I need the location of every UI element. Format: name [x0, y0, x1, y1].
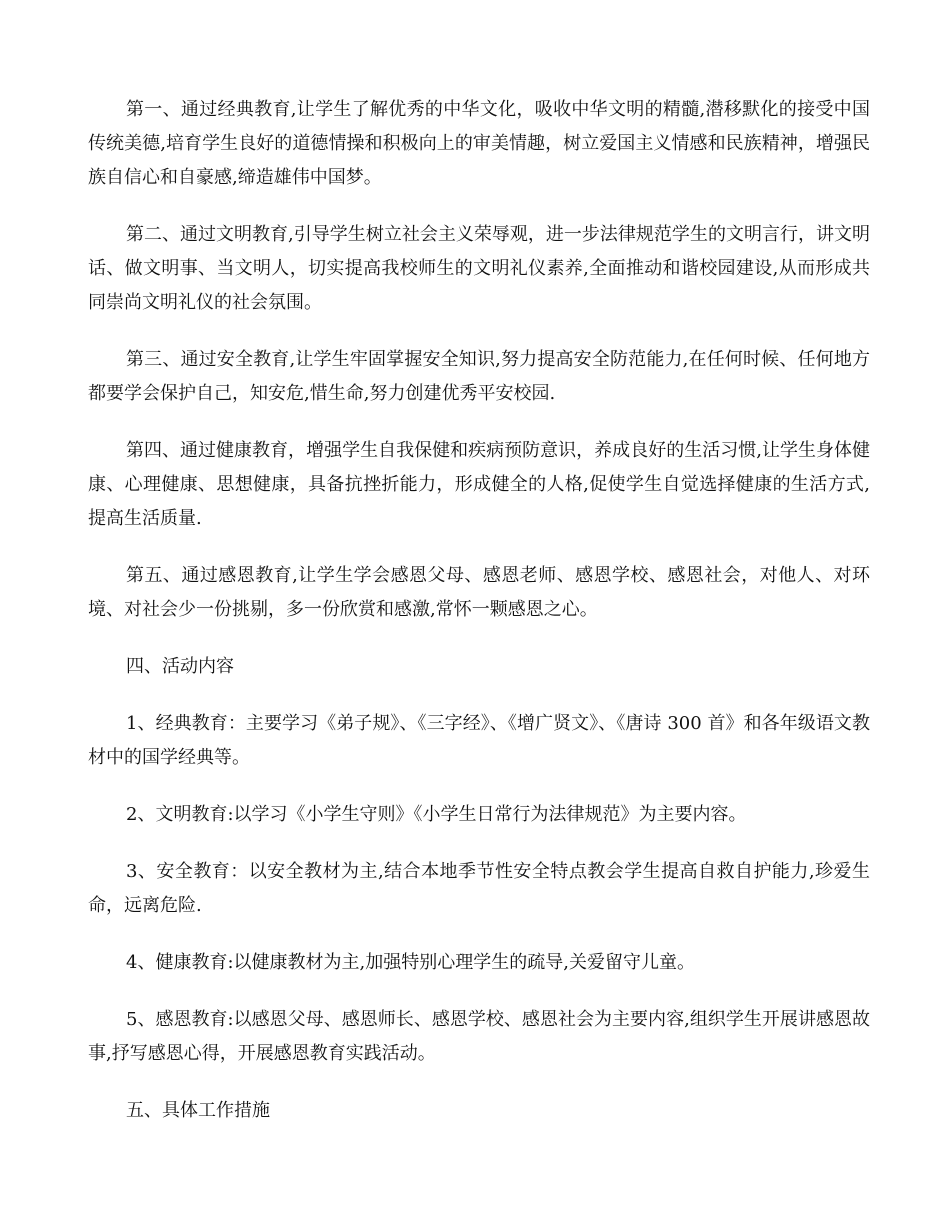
- document-page: [88, 93, 870, 1151]
- list-item-classic-education: 1、经典教育：主要学习《弟子规》、《三字经》、《增广贤文》、《唐诗 300 首》和各年级语文教材中的国学经典等。: [88, 713, 870, 768]
- section-heading-activity-content: 四、活动内容: [126, 656, 234, 677]
- list-item-health-education: 4、健康教育:以健康教材为主,加强特别心理学生的疏导,关爱留守儿童。: [126, 952, 695, 973]
- paragraph-health-education-goal: 第四、通过健康教育，增强学生自我保健和疾病预防意识，养成良好的生活习惯,让学生身体健康、心理健康、思想健康，具备抗挫折能力，形成健全的人格,促使学生自觉选择健康的生活方式,提高生活质量.: [88, 440, 870, 529]
- paragraph-gratitude-education-goal: 第五、通过感恩教育,让学生学会感恩父母、感恩老师、感恩学校、感恩社会，对他人、对环境、对社会少一份挑剔，多一份欣赏和感激,常怀一颗感恩之心。: [88, 565, 870, 620]
- list-item-safety-education: 3、安全教育：以安全教材为主,结合本地季节性安全特点教会学生提高自救自护能力,珍爱生命，远离危险.: [88, 861, 870, 916]
- paragraph-safety-education-goal: 第三、通过安全教育,让学生牢固掌握安全知识,努力提高安全防范能力,在任何时候、任何地方都要学会保护自己，知安危,惜生命,努力创建优秀平安校园.: [88, 349, 870, 404]
- list-item-gratitude-education: 5、感恩教育:以感恩父母、感恩师长、感恩学校、感恩社会为主要内容,组织学生开展讲感恩故事,抒写感恩心得，开展感恩教育实践活动。: [88, 1009, 870, 1064]
- paragraph-civility-education-goal: 第二、通过文明教育,引导学生树立社会主义荣辱观，进一步法律规范学生的文明言行，讲文明话、做文明事、当文明人，切实提高我校师生的文明礼仪素养,全面推动和谐校园建设,从而形成共同崇尚文明礼仪的社会氛围。: [88, 224, 870, 313]
- paragraph-classic-education-goal: 第一、通过经典教育,让学生了解优秀的中华文化，吸收中华文明的精髓,潜移默化的接受中国传统美德,培育学生良好的道德情操和积极向上的审美情趣，树立爱国主义情感和民族精神，增强民族自信心和自豪感,缔造雄伟中国梦。: [88, 99, 870, 188]
- list-item-civility-education: 2、文明教育:以学习《小学生守则》《小学生日常行为法律规范》为主要内容。: [126, 804, 747, 825]
- section-heading-work-measures: 五、具体工作措施: [126, 1100, 270, 1121]
